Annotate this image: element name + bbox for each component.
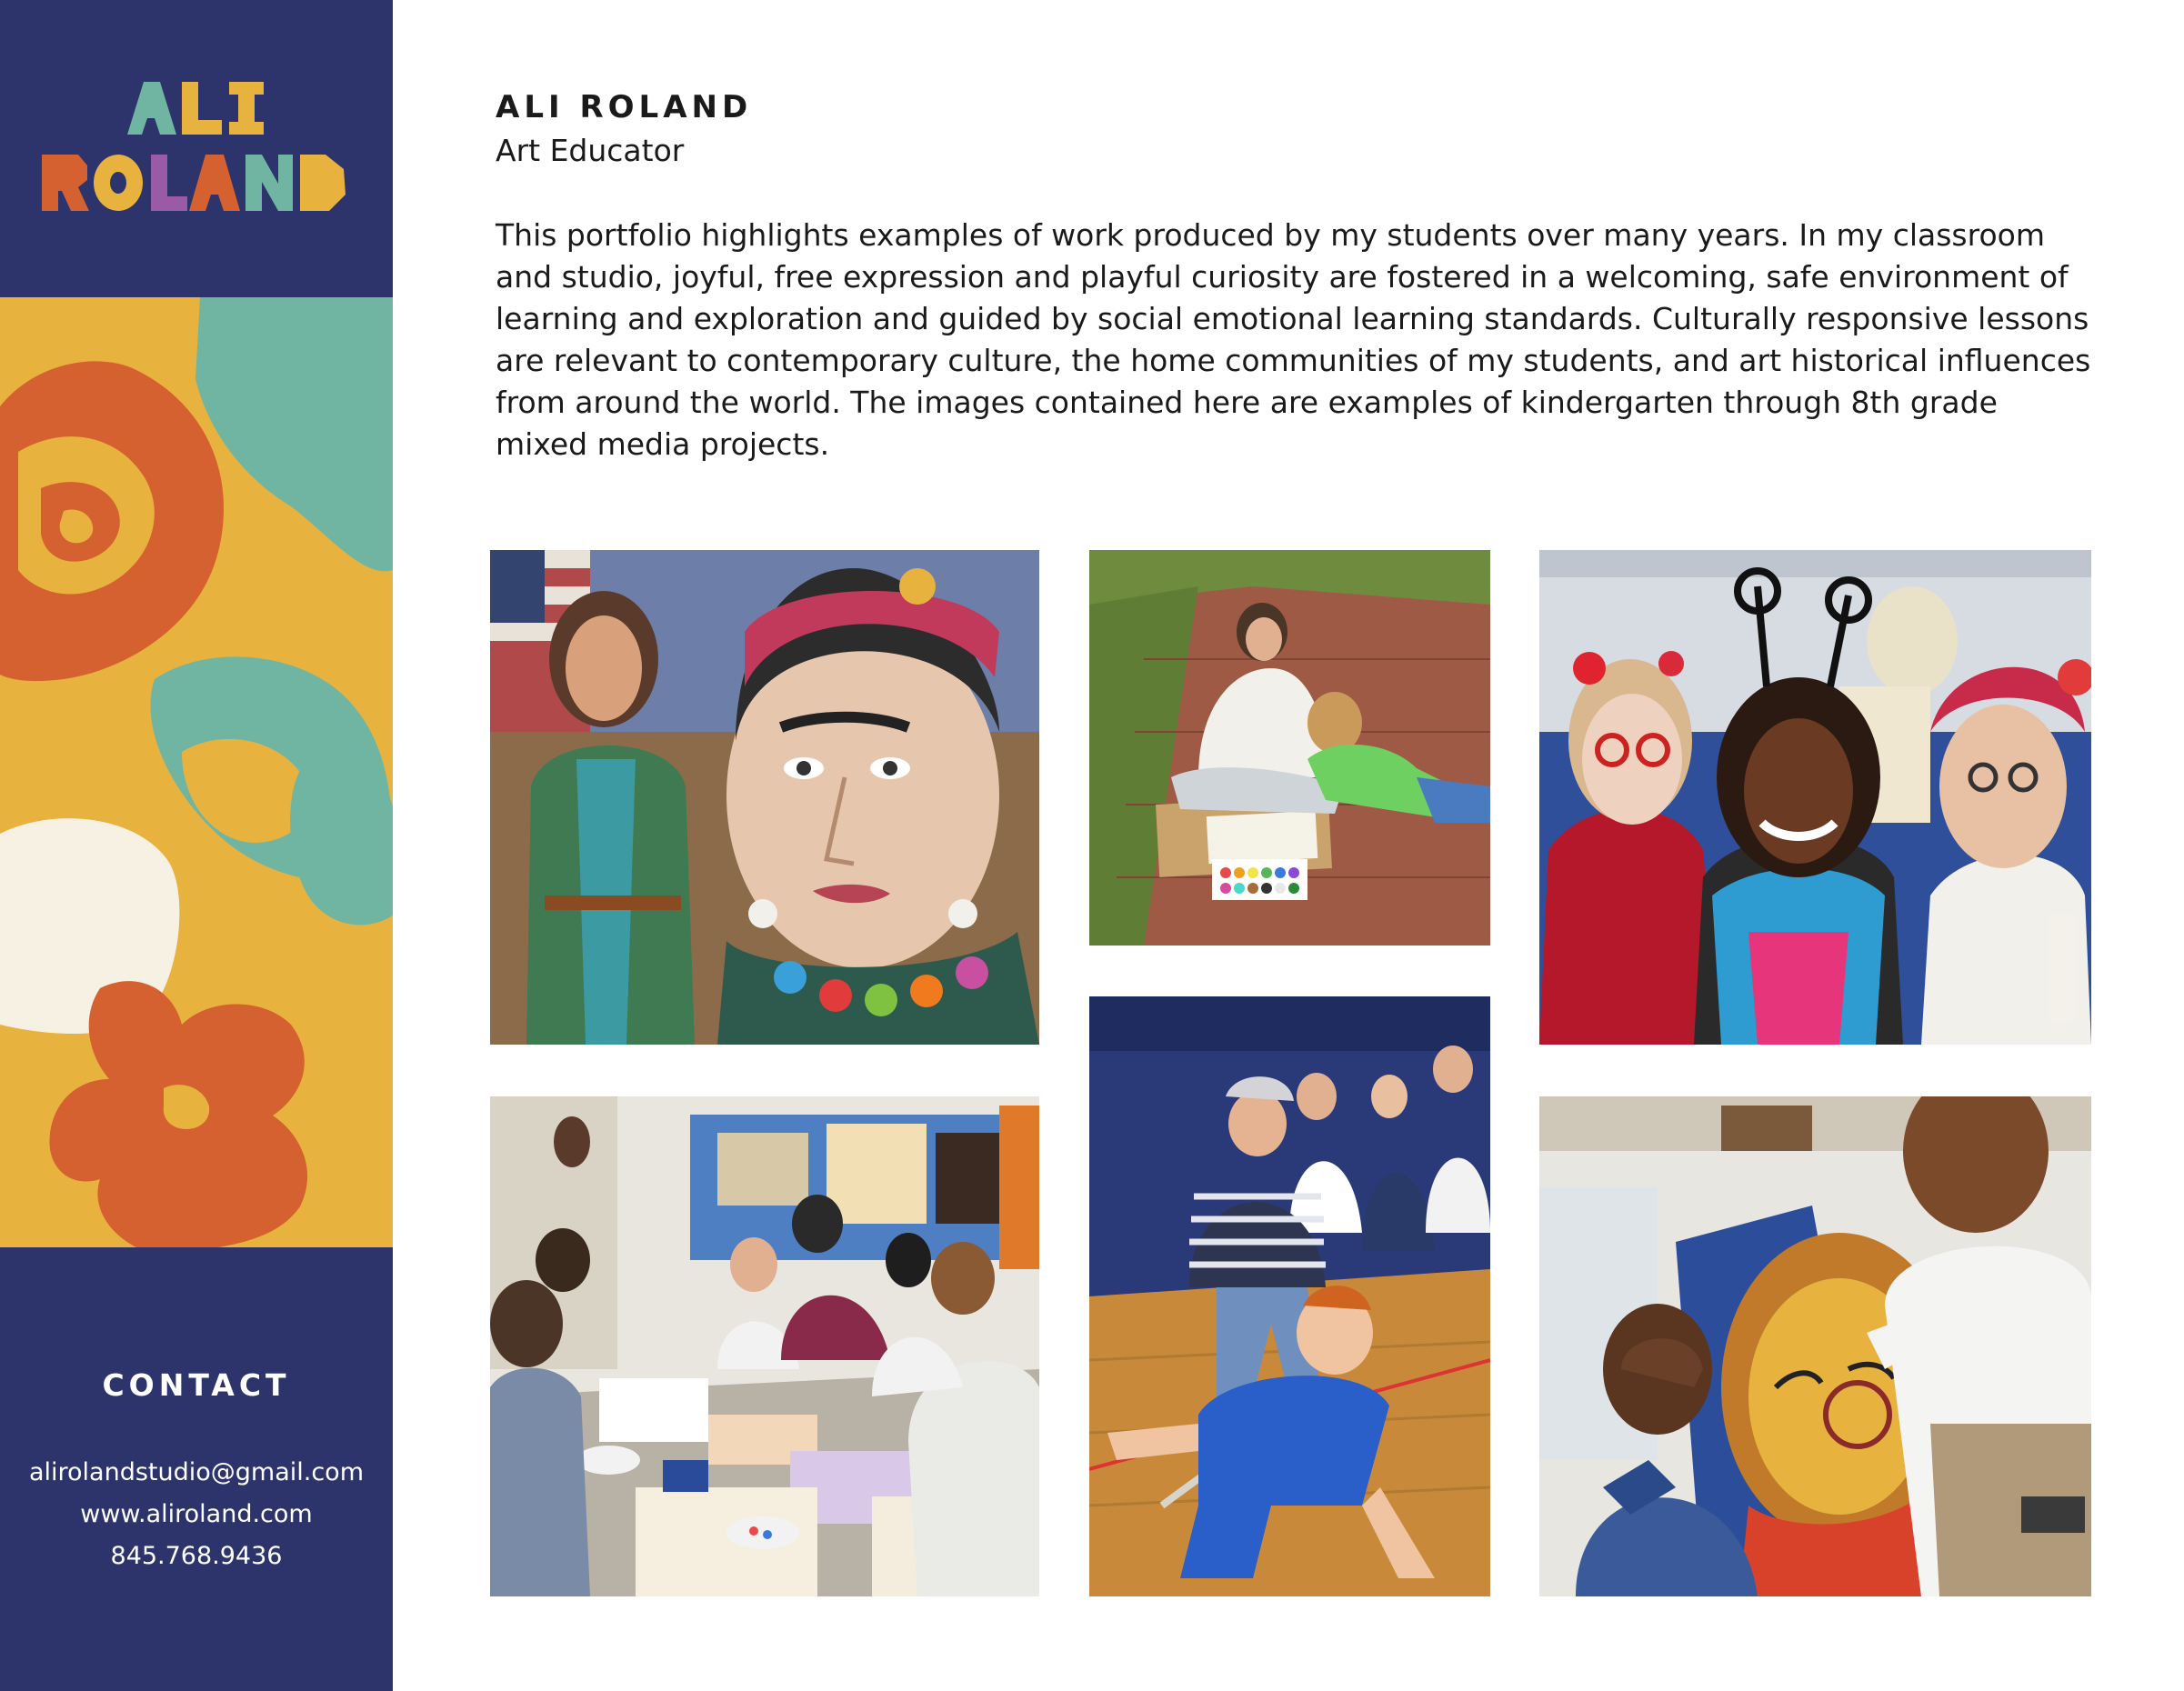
sidebar	[0, 0, 393, 1691]
photo-day-of-the-dead-celebration	[1539, 550, 2091, 1045]
abstract-art-panel	[0, 297, 393, 1247]
page-title: ALI ROLAND	[496, 89, 753, 125]
photo-educator-with-sculpture	[490, 550, 1039, 1045]
logo-area	[0, 0, 393, 297]
photo-classroom-painting	[490, 1096, 1039, 1596]
contact-phone[interactable]: 845.768.9436	[110, 1542, 283, 1570]
contact-website[interactable]: www.aliroland.com	[80, 1500, 313, 1528]
logo-ali-roland	[0, 0, 393, 297]
page-subtitle: Art Educator	[496, 133, 685, 168]
contact-email[interactable]: alirolandstudio@gmail.com	[28, 1458, 365, 1486]
photo-outdoor-painting	[1089, 550, 1490, 946]
contact-section	[0, 1247, 393, 1691]
abstract-cutout-shapes	[0, 297, 393, 1247]
contact-heading: CONTACT	[102, 1367, 291, 1403]
photo-student-painting-portrait	[1539, 1096, 2091, 1596]
photo-tug-of-war	[1089, 996, 1490, 1596]
intro-paragraph: This portfolio highlights examples of work produced by my students over many years. In my classroom and studio, joyful, free expression and playful curiosity are fostered in a welcoming, safe environment of learning and exploration and guided by social emotional learning standards. Culturally responsive lessons are relevant to contemporary culture, the home communities of my students, and art historical influences from around the world. The images contained here are examples of kindergarten through 8th grade mixed media projects.	[496, 217, 2091, 462]
